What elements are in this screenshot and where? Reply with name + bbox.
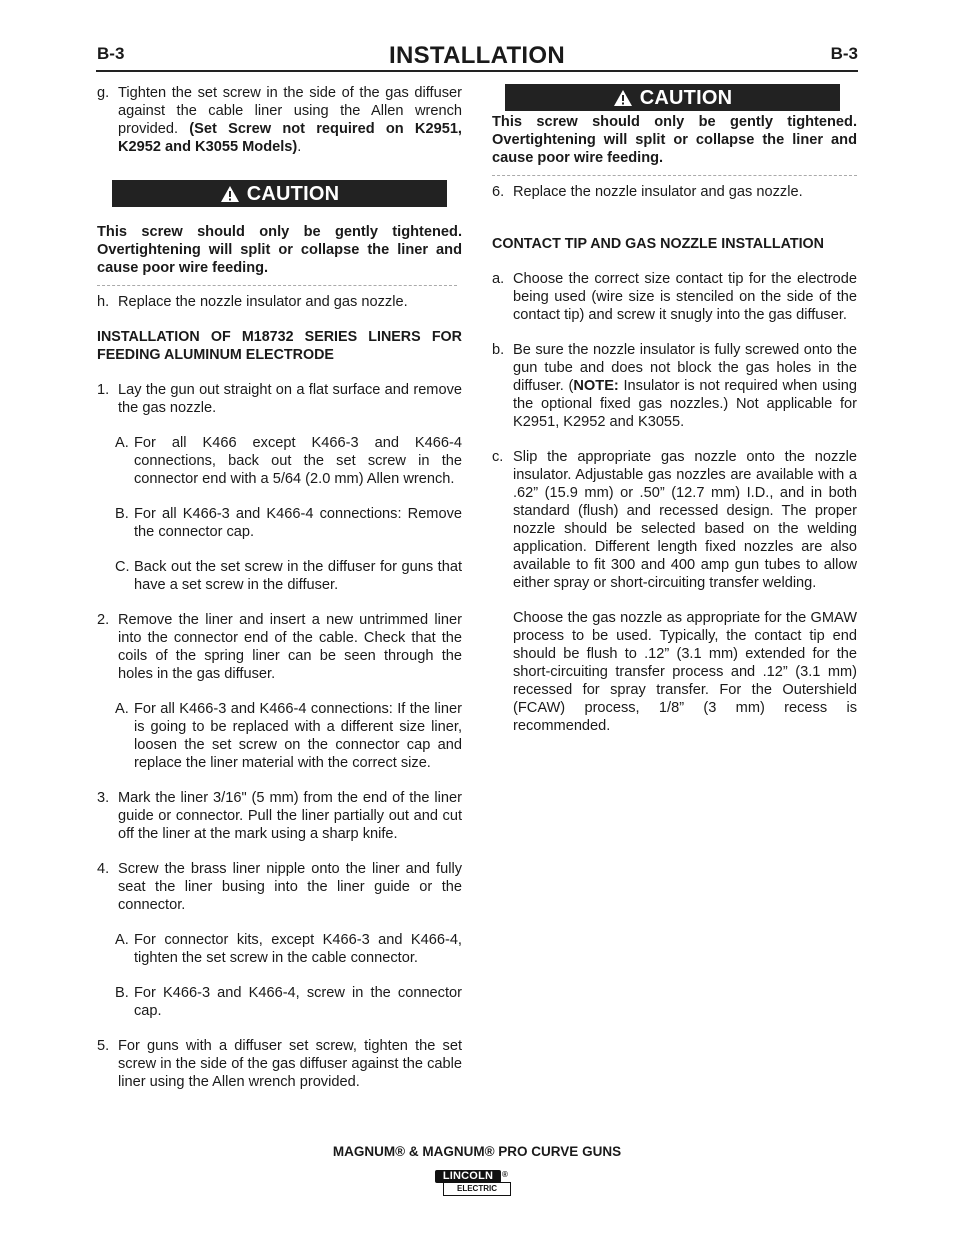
step-1c <box>97 558 462 594</box>
step-label: C. <box>115 559 130 575</box>
step-label: 6. <box>492 184 505 200</box>
step-text: For all K466-3 and K466-4 connections: Remove the connector cap. <box>134 506 462 540</box>
step-c-paragraph: Choose the gas nozzle as appropriate for the GMAW process to be used. Typically, the contact tip end should be flush to .12” (3.1 mm) extended for the short-circuiting transfer process and .12” (3.1 mm) recessed for spray transfer. For the Outershield (FCAW) process, 1/8” (3 mm) recess is recommended. <box>513 610 857 734</box>
step-text: Tighten the set screw in the side of the gas diffuser against the cable liner using the Allen wrench provided. <box>118 85 462 137</box>
step-label: g. <box>97 85 110 101</box>
step-label: A. <box>115 701 129 717</box>
step-label: c. <box>492 449 504 465</box>
step-6 <box>492 183 857 201</box>
caution-text: This screw should only be gently tightened. Overtightening will split or collapse the liner and cause poor wire feeding. <box>492 114 857 166</box>
step-label: 2. <box>97 612 110 628</box>
step-label: h. <box>97 294 110 310</box>
warning-icon <box>220 185 240 203</box>
step-a <box>492 270 857 324</box>
step-text: Remove the liner and insert a new untrimmed liner into the connector end of the cable. Check that the coils of the spring liner can be seen through the holes in the gas diffuser. <box>118 612 462 682</box>
right-column <box>492 84 857 735</box>
step-text: For connector kits, except K466-3 and K466-4, tighten the set screw in the cable connector. <box>134 932 462 966</box>
warning-icon <box>613 89 633 107</box>
footer-title: MAGNUM® & MAGNUM® PRO CURVE GUNS <box>332 1144 622 1159</box>
page-number-right: B-3 <box>830 44 858 63</box>
step-1 <box>97 381 462 417</box>
step-text: Replace the nozzle insulator and gas nozzle. <box>118 294 408 310</box>
section-heading: INSTALLATION OF M18732 SERIES LINERS FOR FEEDING ALUMINUM ELECTRODE <box>97 329 462 363</box>
step-text: For all K466-3 and K466-4 connections: If the liner is going to be replaced with a different size liner, loosen the set screw on the connector cap and replace the liner material with the correct size. <box>134 701 462 771</box>
step-text: Choose the correct size contact tip for the electrode being used (wire size is stenciled on the side of the contact tip) and screw it snugly into the gas diffuser. <box>513 271 857 323</box>
step-text: Back out the set screw in the diffuser for guns that have a set screw in the diffuser. <box>134 559 462 593</box>
header-rule <box>96 70 858 72</box>
caution-banner <box>505 84 840 111</box>
step-end: . <box>297 139 302 155</box>
section-heading: CONTACT TIP AND GAS NOZZLE INSTALLATION <box>492 236 824 252</box>
step-label: 1. <box>97 382 110 398</box>
step-b <box>492 341 857 431</box>
lincoln-electric-logo <box>435 1170 511 1196</box>
step-text: Be sure the nozzle insulator is fully screwed onto the gun tube and does not block the gas holes in the diffuser. ( <box>513 342 857 394</box>
step-label: a. <box>492 271 505 287</box>
logo-registered-mark: ® <box>502 1170 508 1179</box>
logo-bottom: ELECTRIC <box>443 1182 511 1196</box>
step-label: b. <box>492 342 505 358</box>
caution-text: This screw should only be gently tightened. Overtightening will split or collapse the liner and cause poor wire feeding. <box>97 224 462 276</box>
caution-label: CAUTION <box>246 182 340 205</box>
step-label: B. <box>115 985 129 1001</box>
step-label: B. <box>115 506 129 522</box>
step-text: Mark the liner 3/16" (5 mm) from the end of the liner guide or connector. Pull the liner partially out and cut off the liner at the mark using a sharp knife. <box>118 790 462 842</box>
note-label: NOTE: <box>573 378 619 394</box>
step-text: For all K466 except K466-3 and K466-4 connections, back out the set screw in the connector end with a 5/64 (2.0 mm) Allen wrench. <box>134 435 462 487</box>
step-text: For K466-3 and K466-4, screw in the connector cap. <box>134 985 462 1019</box>
logo-top: LINCOLN <box>435 1170 501 1183</box>
step-1b <box>97 505 462 541</box>
page-title: INSTALLATION <box>388 42 566 69</box>
step-label: 4. <box>97 861 110 877</box>
step-g <box>97 84 462 156</box>
page-number-left: B-3 <box>97 44 125 63</box>
step-label: 5. <box>97 1038 110 1054</box>
step-5 <box>97 1037 462 1091</box>
step-label: A. <box>115 932 129 948</box>
step-1a <box>97 434 462 488</box>
caution-label: CAUTION <box>639 86 733 109</box>
step-text: Screw the brass liner nipple onto the liner and fully seat the liner busing into the liner guide or the connector. <box>118 861 462 913</box>
step-text: Lay the gun out straight on a flat surface and remove the gas nozzle. <box>118 382 462 416</box>
step-c <box>492 448 857 592</box>
step-label: A. <box>115 435 129 451</box>
step-note: (Set Screw not required on K2951, K2952 and K3055 Models) <box>118 121 462 155</box>
step-4a <box>97 931 462 967</box>
step-4 <box>97 860 462 914</box>
step-2 <box>97 611 462 683</box>
step-2a <box>97 700 462 772</box>
caution-banner <box>112 180 447 207</box>
step-text: For guns with a diffuser set screw, tighten the set screw in the side of the gas diffuser against the cable liner using the Allen wrench provided. <box>118 1038 462 1090</box>
left-column <box>97 84 462 1091</box>
step-text-cont: Insulator is not required when using the optional fixed gas nozzles.) Not applicable for K2951, K2952 and K3055. <box>513 378 857 430</box>
step-text: Slip the appropriate gas nozzle onto the nozzle insulator. Adjustable gas nozzles are available with a .62” (15.9 mm) or .50” (12.7 mm) I.D., and in both standard (flush) and recessed design. The proper nozzle should be selected based on the welding application. Different length fixed nozzles are also available to fit 300 and 400 amp gun tubes to allow either spray or short-circuiting transfer welding. <box>513 449 857 591</box>
step-3 <box>97 789 462 843</box>
step-h <box>97 293 462 311</box>
step-label: 3. <box>97 790 110 806</box>
step-4b <box>97 984 462 1020</box>
step-text: Replace the nozzle insulator and gas nozzle. <box>513 184 803 200</box>
